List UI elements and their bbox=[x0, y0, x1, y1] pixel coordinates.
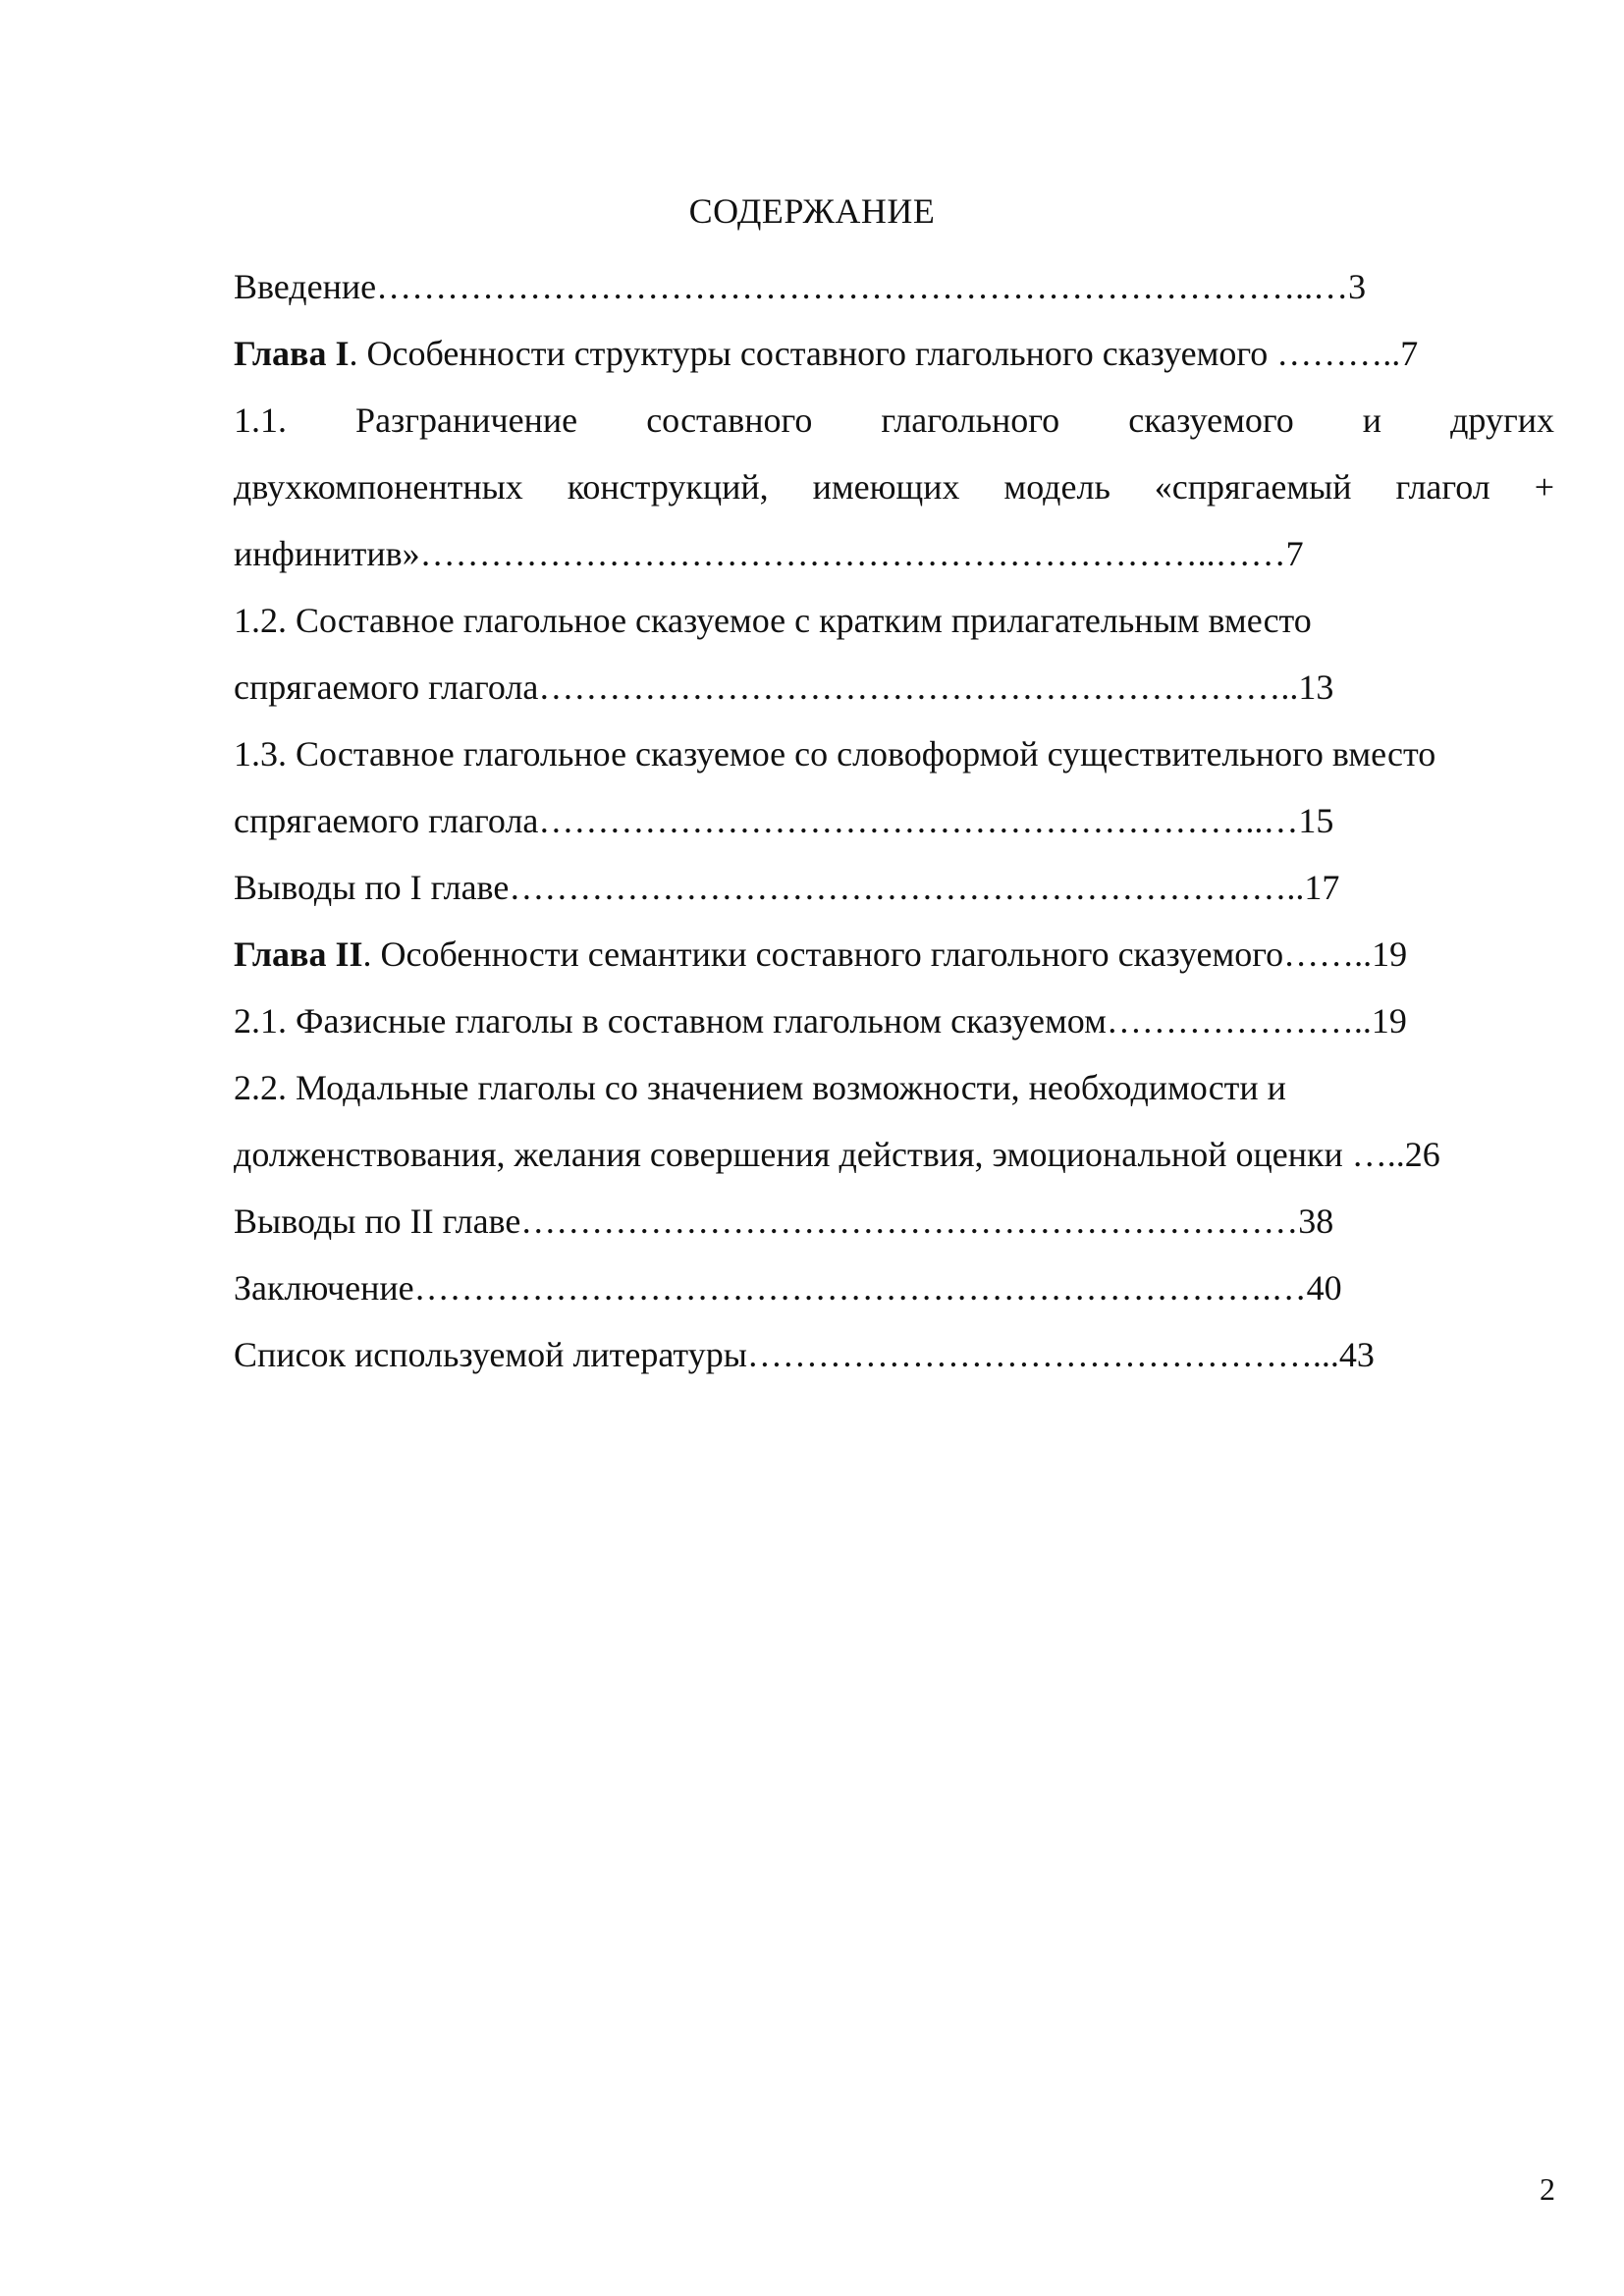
chapter-2-title: . Особенности семантики составного глагольного сказуемого……..19 bbox=[362, 934, 1408, 974]
toc-entry-2-2-line-1: 2.2. Модальные глаголы со значением возможности, необходимости и bbox=[234, 1068, 1286, 1107]
toc-entry-1-1-line-2: двухкомпонентных конструкций, имеющих модель «спрягаемый глагол + bbox=[234, 467, 1554, 507]
toc-entry-bibliography: Список используемой литературы…………………………………………...43 bbox=[234, 1335, 1375, 1374]
toc-entry-2-1: 2.1. Фазисные глаголы в составном глагольном сказуемом…………………..19 bbox=[234, 1001, 1407, 1041]
toc-entry-1-3-line-1: 1.3. Составное глагольное сказуемое со словоформой существительного вместо bbox=[234, 734, 1436, 774]
toc-entry-1-2-line-1: 1.2. Составное глагольное сказуемое с кратким прилагательным вместо bbox=[234, 601, 1312, 640]
toc-entry-1-2-line-2: спрягаемого глагола………………………………………………………..13 bbox=[234, 667, 1334, 707]
page-number: 2 bbox=[1540, 2171, 1555, 2207]
page-title: СОДЕРЖАНИЕ bbox=[688, 191, 936, 231]
toc-entry-1-3-line-2: спрягаемого глагола……………………………………………………..…15 bbox=[234, 801, 1334, 840]
toc-entry-chapter-1 bbox=[234, 320, 1554, 387]
toc-entry-chapter-2-conclusions: Выводы по II главе…………………………………………………………38 bbox=[234, 1201, 1334, 1241]
table-of-contents bbox=[234, 253, 1554, 1388]
chapter-2-label: Глава II bbox=[234, 934, 363, 974]
toc-entry-2-2-line-2: долженствования, желания совершения действия, эмоциональной оценки …..26 bbox=[234, 1135, 1440, 1174]
toc-entry-conclusion: Заключение……………………………………………………………….…40 bbox=[234, 1268, 1342, 1308]
toc-entry-1-1-line-3: инфинитив»…………………………………………………………..……7 bbox=[234, 534, 1304, 573]
toc-entry-chapter-2 bbox=[234, 921, 1554, 988]
toc-entry-1-1-line-1: 1.1. Разграничение составного глагольного сказуемого и других bbox=[234, 400, 1554, 440]
toc-entry-introduction: Введение……………………………………………………………………..…3 bbox=[234, 267, 1367, 306]
chapter-1-label: Глава I bbox=[234, 334, 350, 373]
chapter-1-title: . Особенности структуры составного глагольного сказуемого ………..7 bbox=[349, 334, 1419, 373]
toc-entry-chapter-1-conclusions: Выводы по I главе…………………………………………………………..17 bbox=[234, 868, 1340, 907]
